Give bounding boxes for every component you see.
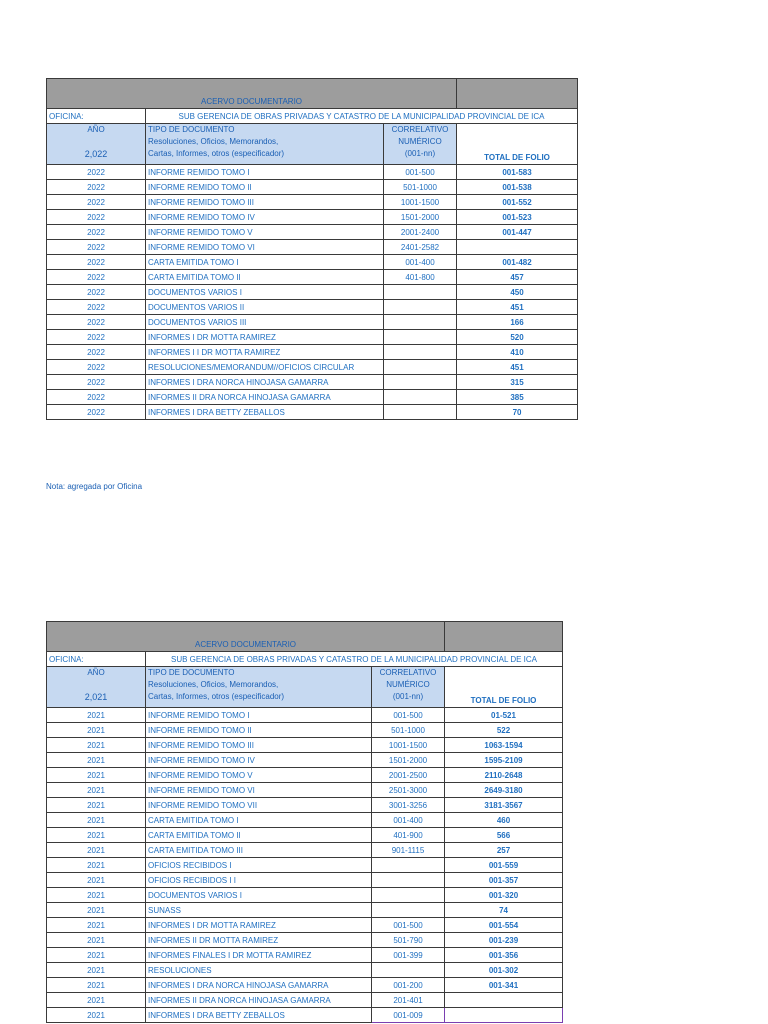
correlativo-cell: 901-1115 <box>372 843 445 858</box>
correlativo-header-line1: CORRELATIVO <box>391 125 449 134</box>
year-cell: 2022 <box>47 390 146 405</box>
folio-cell: 1063-1594 <box>445 738 563 753</box>
table-row <box>47 978 563 993</box>
tipo-cell: OFICIOS RECIBIDOS I I <box>146 873 372 888</box>
year-cell: 2022 <box>47 255 146 270</box>
folio-cell: 001-447 <box>457 225 578 240</box>
folio-cell: 315 <box>457 375 578 390</box>
folio-cell: 001-559 <box>445 858 563 873</box>
table-row <box>47 240 578 255</box>
tipo-cell: INFORME REMIDO TOMO V <box>146 768 372 783</box>
correlativo-cell: 001-500 <box>372 708 445 723</box>
year-cell: 2022 <box>47 180 146 195</box>
table-row <box>47 270 578 285</box>
tipo-cell: INFORME REMIDO TOMO IV <box>146 210 384 225</box>
tipo-header-line3: Cartas, Informes, otros (especificador) <box>148 692 285 701</box>
correlativo-cell: 201-401 <box>372 993 445 1008</box>
tipo-cell: INFORMES II DRA NORCA HINOJASA GAMARRA <box>146 993 372 1008</box>
year-cell: 2022 <box>47 345 146 360</box>
folio-cell: 520 <box>457 330 578 345</box>
year-cell: 2022 <box>47 285 146 300</box>
tipo-cell: INFORMES I DR MOTTA RAMIREZ <box>146 918 372 933</box>
correlativo-cell <box>372 858 445 873</box>
correlativo-cell: 001-399 <box>372 948 445 963</box>
year-cell: 2022 <box>47 165 146 180</box>
tipo-cell: INFORME REMIDO TOMO VII <box>146 798 372 813</box>
table-row <box>47 903 563 918</box>
correlativo-cell: 1001-1500 <box>384 195 457 210</box>
folio-header: TOTAL DE FOLIO <box>445 667 563 708</box>
year-cell: 2021 <box>47 813 146 828</box>
tipo-cell: DOCUMENTOS VARIOS II <box>146 300 384 315</box>
tipo-cell: CARTA EMITIDA TOMO II <box>146 270 384 285</box>
table-row <box>47 753 563 768</box>
tipo-cell: OFICIOS RECIBIDOS I <box>146 858 372 873</box>
folio-cell <box>445 993 563 1008</box>
year-cell: 2022 <box>47 195 146 210</box>
year-header-value: 2,021 <box>84 692 108 702</box>
folio-cell: 2110-2648 <box>445 768 563 783</box>
folio-cell: 522 <box>445 723 563 738</box>
correlativo-cell: 2001-2400 <box>384 225 457 240</box>
year-header <box>47 667 146 708</box>
tipo-header-line3: Cartas, Informes, otros (especificador) <box>148 149 285 158</box>
tipo-cell: DOCUMENTOS VARIOS I <box>146 888 372 903</box>
year-cell: 2021 <box>47 963 146 978</box>
tipo-cell: RESOLUCIONES/MEMORANDUM//OFICIOS CIRCULAR <box>146 360 384 375</box>
folio-cell <box>457 240 578 255</box>
folio-cell: 74 <box>445 903 563 918</box>
tipo-cell: SUNASS <box>146 903 372 918</box>
table-row <box>47 315 578 330</box>
tipo-cell: INFORME REMIDO TOMO III <box>146 738 372 753</box>
folio-cell: 001-341 <box>445 978 563 993</box>
tipo-cell: INFORME REMIDO TOMO I <box>146 708 372 723</box>
correlativo-cell <box>384 315 457 330</box>
correlativo-cell: 501-1000 <box>372 723 445 738</box>
folio-cell: 385 <box>457 390 578 405</box>
tipo-header <box>146 124 384 165</box>
year-cell: 2021 <box>47 783 146 798</box>
correlativo-cell: 1501-2000 <box>384 210 457 225</box>
table-row <box>47 405 578 420</box>
folio-cell: 001-538 <box>457 180 578 195</box>
year-cell: 2022 <box>47 375 146 390</box>
tipo-cell: INFORMES I DRA BETTY ZEBALLOS <box>146 405 384 420</box>
tipo-cell: INFORMES I DRA NORCA HINOJASA GAMARRA <box>146 978 372 993</box>
correlativo-cell: 001-009 <box>372 1008 445 1023</box>
table-row <box>47 165 578 180</box>
table-row <box>47 210 578 225</box>
folio-cell: 1595-2109 <box>445 753 563 768</box>
folio-cell: 001-523 <box>457 210 578 225</box>
correlativo-cell <box>384 285 457 300</box>
folio-cell: 001-356 <box>445 948 563 963</box>
tipo-cell: INFORME REMIDO TOMO I <box>146 165 384 180</box>
correlativo-cell <box>384 405 457 420</box>
folio-cell: 70 <box>457 405 578 420</box>
year-cell: 2021 <box>47 858 146 873</box>
year-cell: 2021 <box>47 948 146 963</box>
table-row <box>47 225 578 240</box>
tipo-header-line2: Resoluciones, Oficios, Memorandos, <box>148 137 279 146</box>
title-blank-cell <box>457 79 578 109</box>
year-cell: 2022 <box>47 210 146 225</box>
table-row <box>47 813 563 828</box>
oficina-label: OFICINA: <box>47 109 146 124</box>
tipo-header-line1: TIPO DE DOCUMENTO <box>148 668 235 677</box>
table-row <box>47 330 578 345</box>
tipo-cell: INFORME REMIDO TOMO VI <box>146 783 372 798</box>
year-cell: 2022 <box>47 360 146 375</box>
table-row <box>47 873 563 888</box>
year-header <box>47 124 146 165</box>
tipo-cell: INFORME REMIDO TOMO II <box>146 180 384 195</box>
acervo-table-2022 <box>46 78 578 420</box>
table-row <box>47 708 563 723</box>
correlativo-cell <box>384 390 457 405</box>
folio-cell: 257 <box>445 843 563 858</box>
tipo-cell: INFORME REMIDO TOMO II <box>146 723 372 738</box>
year-cell: 2022 <box>47 405 146 420</box>
folio-cell: 410 <box>457 345 578 360</box>
table-row <box>47 993 563 1008</box>
table-row <box>47 1008 563 1023</box>
correlativo-header-line1: CORRELATIVO <box>379 668 437 677</box>
year-header-label: AÑO <box>87 668 105 677</box>
table-row <box>47 798 563 813</box>
folio-cell: 460 <box>445 813 563 828</box>
correlativo-header-line2: NUMÉRICO <box>398 137 442 146</box>
correlativo-cell <box>372 873 445 888</box>
table-row <box>47 828 563 843</box>
folio-cell: 001-320 <box>445 888 563 903</box>
year-cell: 2021 <box>47 993 146 1008</box>
table-title: ACERVO DOCUMENTARIO <box>47 622 445 652</box>
correlativo-cell <box>384 330 457 345</box>
tipo-cell: INFORMES II DRA NORCA HINOJASA GAMARRA <box>146 390 384 405</box>
correlativo-cell: 2501-3000 <box>372 783 445 798</box>
year-cell: 2021 <box>47 738 146 753</box>
correlativo-cell: 001-200 <box>372 978 445 993</box>
year-cell: 2022 <box>47 240 146 255</box>
tipo-cell: CARTA EMITIDA TOMO III <box>146 843 372 858</box>
correlativo-cell: 001-500 <box>372 918 445 933</box>
table-row <box>47 948 563 963</box>
table-row <box>47 300 578 315</box>
folio-cell: 566 <box>445 828 563 843</box>
correlativo-cell <box>384 360 457 375</box>
table-row <box>47 768 563 783</box>
correlativo-cell <box>372 888 445 903</box>
correlativo-cell: 001-400 <box>372 813 445 828</box>
tipo-cell: CARTA EMITIDA TOMO II <box>146 828 372 843</box>
folio-cell: 001-302 <box>445 963 563 978</box>
table-row <box>47 933 563 948</box>
year-cell: 2021 <box>47 798 146 813</box>
tipo-cell: INFORME REMIDO TOMO VI <box>146 240 384 255</box>
folio-cell: 450 <box>457 285 578 300</box>
folio-cell: 3181-3567 <box>445 798 563 813</box>
table-row <box>47 843 563 858</box>
tipo-cell: INFORME REMIDO TOMO III <box>146 195 384 210</box>
folio-cell: 001-357 <box>445 873 563 888</box>
tipo-cell: DOCUMENTOS VARIOS III <box>146 315 384 330</box>
table-row <box>47 738 563 753</box>
table-row <box>47 255 578 270</box>
folio-header: TOTAL DE FOLIO <box>457 124 578 165</box>
correlativo-cell <box>384 375 457 390</box>
correlativo-cell: 2001-2500 <box>372 768 445 783</box>
table-row <box>47 180 578 195</box>
correlativo-header-line3: (001-nn) <box>404 149 436 158</box>
table-row <box>47 783 563 798</box>
correlativo-cell <box>372 963 445 978</box>
title-blank-cell <box>445 622 563 652</box>
year-cell: 2022 <box>47 225 146 240</box>
year-cell: 2022 <box>47 300 146 315</box>
year-cell: 2022 <box>47 270 146 285</box>
year-cell: 2021 <box>47 843 146 858</box>
folio-cell: 001-583 <box>457 165 578 180</box>
tipo-cell: INFORME REMIDO TOMO IV <box>146 753 372 768</box>
tipo-cell: INFORMES I DRA NORCA HINOJASA GAMARRA <box>146 375 384 390</box>
correlativo-cell: 001-500 <box>384 165 457 180</box>
correlativo-cell: 2401-2582 <box>384 240 457 255</box>
tipo-cell: INFORME REMIDO TOMO V <box>146 225 384 240</box>
correlativo-cell: 501-1000 <box>384 180 457 195</box>
table-row <box>47 390 578 405</box>
tipo-header <box>146 667 372 708</box>
correlativo-header-line3: (001-nn) <box>392 692 424 701</box>
table-row <box>47 918 563 933</box>
correlativo-cell: 1001-1500 <box>372 738 445 753</box>
correlativo-cell <box>384 345 457 360</box>
correlativo-cell: 3001-3256 <box>372 798 445 813</box>
acervo-table-2021 <box>46 621 563 1023</box>
tipo-cell: INFORMES I I DR MOTTA RAMIREZ <box>146 345 384 360</box>
tipo-header-line2: Resoluciones, Oficios, Memorandos, <box>148 680 279 689</box>
tipo-cell: RESOLUCIONES <box>146 963 372 978</box>
tipo-header-line1: TIPO DE DOCUMENTO <box>148 125 235 134</box>
correlativo-header-line2: NUMÉRICO <box>386 680 430 689</box>
year-header-label: AÑO <box>87 125 105 134</box>
oficina-label: OFICINA: <box>47 652 146 667</box>
year-header-value: 2,022 <box>84 149 108 159</box>
table-row <box>47 375 578 390</box>
table-title: ACERVO DOCUMENTARIO <box>47 79 457 109</box>
tipo-cell: INFORMES I DR MOTTA RAMIREZ <box>146 330 384 345</box>
table-row <box>47 360 578 375</box>
folio-cell: 001-554 <box>445 918 563 933</box>
folio-cell: 451 <box>457 300 578 315</box>
year-cell: 2021 <box>47 723 146 738</box>
tipo-cell: CARTA EMITIDA TOMO I <box>146 255 384 270</box>
correlativo-cell <box>384 300 457 315</box>
oficina-value: SUB GERENCIA DE OBRAS PRIVADAS Y CATASTRO DE LA MUNICIPALIDAD PROVINCIAL DE ICA <box>146 109 578 124</box>
correlativo-cell: 001-400 <box>384 255 457 270</box>
year-cell: 2022 <box>47 330 146 345</box>
correlativo-header <box>384 124 457 165</box>
folio-cell: 166 <box>457 315 578 330</box>
table-row <box>47 345 578 360</box>
correlativo-cell: 501-790 <box>372 933 445 948</box>
year-cell: 2021 <box>47 873 146 888</box>
table-row <box>47 963 563 978</box>
folio-cell: 2649-3180 <box>445 783 563 798</box>
tipo-cell: DOCUMENTOS VARIOS I <box>146 285 384 300</box>
year-cell: 2021 <box>47 708 146 723</box>
year-cell: 2021 <box>47 753 146 768</box>
folio-cell: 001-239 <box>445 933 563 948</box>
folio-cell: 001-552 <box>457 195 578 210</box>
note-text: Nota: agregada por Oficina <box>46 482 143 491</box>
folio-cell <box>445 1008 563 1023</box>
folio-cell: 01-521 <box>445 708 563 723</box>
year-cell: 2021 <box>47 888 146 903</box>
tipo-cell: CARTA EMITIDA TOMO I <box>146 813 372 828</box>
year-cell: 2022 <box>47 315 146 330</box>
correlativo-cell <box>372 903 445 918</box>
tipo-cell: INFORMES II DR MOTTA RAMIREZ <box>146 933 372 948</box>
year-cell: 2021 <box>47 768 146 783</box>
folio-cell: 457 <box>457 270 578 285</box>
oficina-value: SUB GERENCIA DE OBRAS PRIVADAS Y CATASTRO DE LA MUNICIPALIDAD PROVINCIAL DE ICA <box>146 652 563 667</box>
tipo-cell: INFORMES I DRA BETTY ZEBALLOS <box>146 1008 372 1023</box>
year-cell: 2021 <box>47 903 146 918</box>
tipo-cell: INFORMES FINALES I DR MOTTA RAMIREZ <box>146 948 372 963</box>
folio-cell: 451 <box>457 360 578 375</box>
correlativo-header <box>372 667 445 708</box>
year-cell: 2021 <box>47 933 146 948</box>
table-row <box>47 858 563 873</box>
table-row <box>47 195 578 210</box>
table-row <box>47 723 563 738</box>
year-cell: 2021 <box>47 918 146 933</box>
year-cell: 2021 <box>47 1008 146 1023</box>
table-row <box>47 285 578 300</box>
table-row <box>47 888 563 903</box>
correlativo-cell: 401-900 <box>372 828 445 843</box>
correlativo-cell: 1501-2000 <box>372 753 445 768</box>
year-cell: 2021 <box>47 978 146 993</box>
correlativo-cell: 401-800 <box>384 270 457 285</box>
folio-cell: 001-482 <box>457 255 578 270</box>
year-cell: 2021 <box>47 828 146 843</box>
